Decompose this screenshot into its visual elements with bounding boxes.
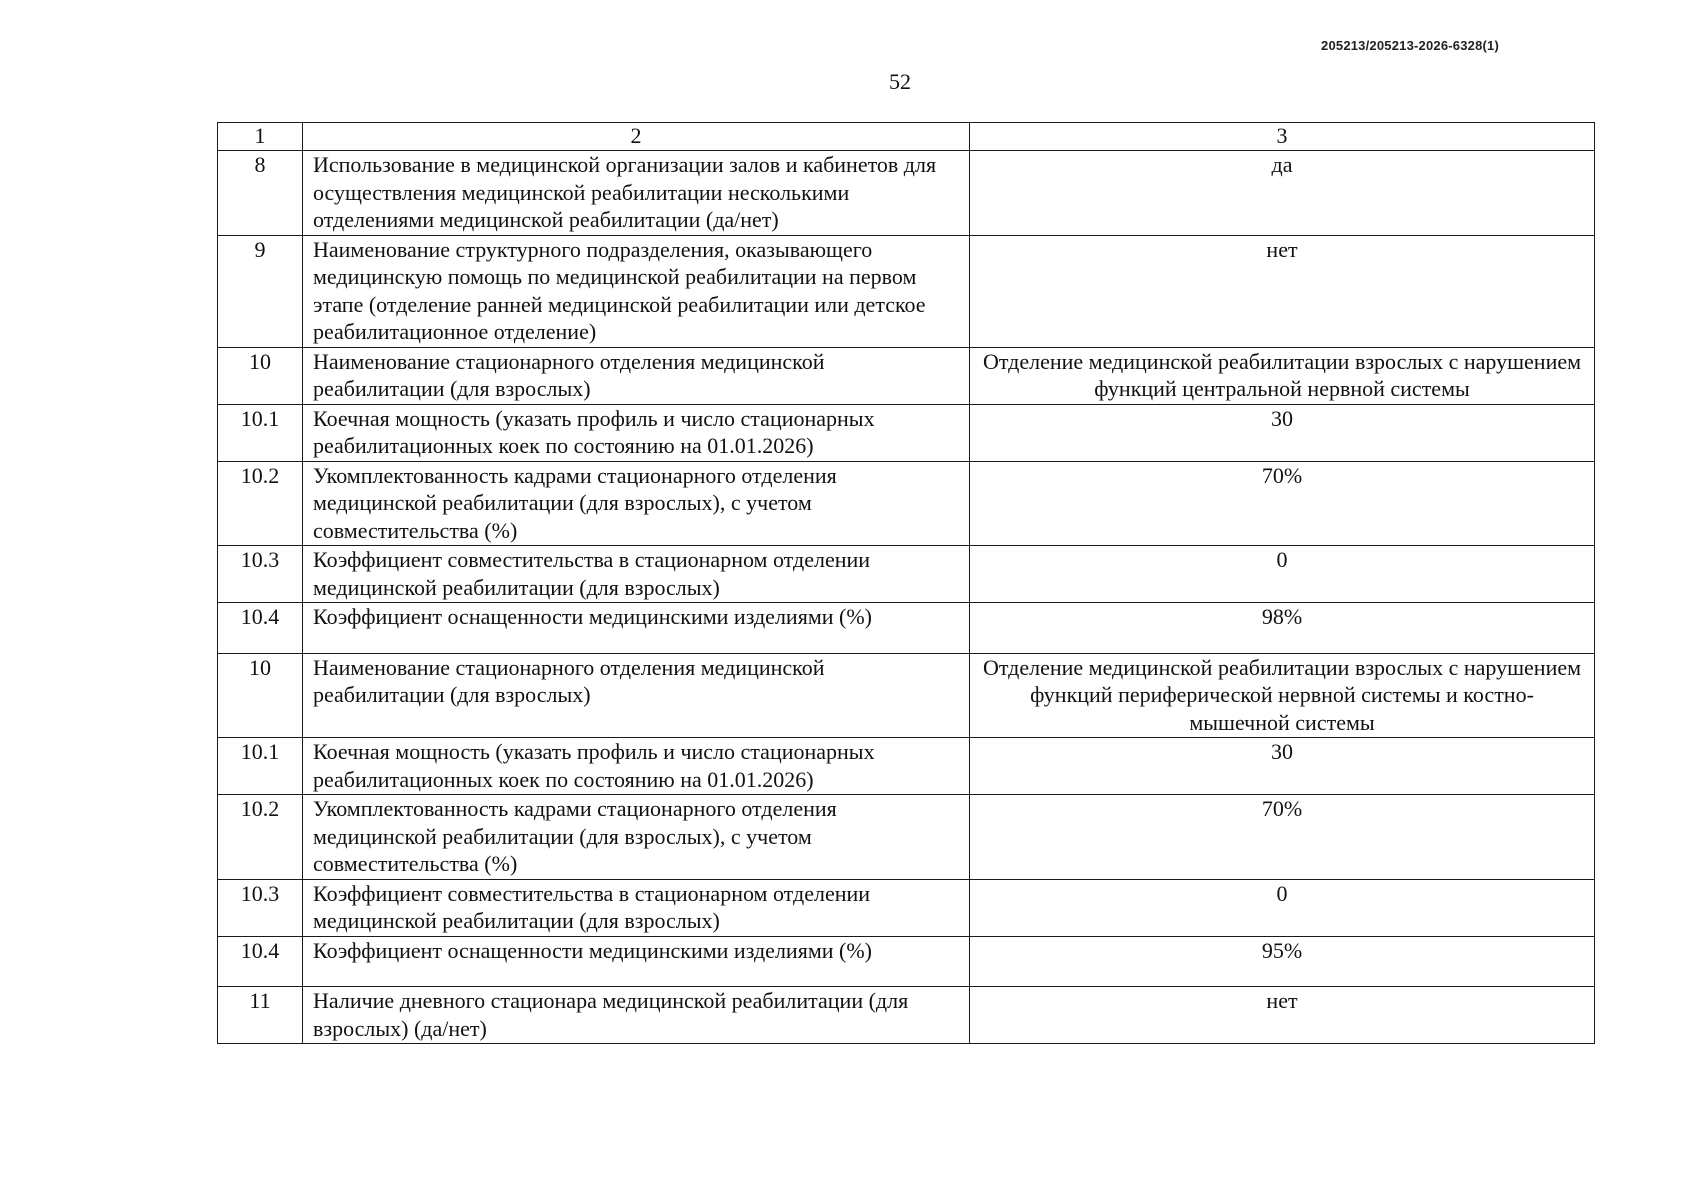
row-description: Укомплектованность кадрами стационарного отделения медицинской реабилитации (для взрослых), с учетом совместительства (%) — [303, 795, 970, 880]
row-number: 10.4 — [218, 603, 303, 654]
row-description: Наименование стационарного отделения медицинской реабилитации (для взрослых) — [303, 653, 970, 738]
column-header-1: 1 — [218, 123, 303, 151]
table-row — [218, 936, 1595, 987]
table-row — [218, 404, 1595, 461]
row-value: нет — [970, 987, 1595, 1044]
table-row — [218, 603, 1595, 654]
row-value: 0 — [970, 879, 1595, 936]
row-number: 9 — [218, 235, 303, 347]
report-table — [217, 122, 1595, 1044]
row-value: да — [970, 151, 1595, 236]
row-description: Укомплектованность кадрами стационарного отделения медицинской реабилитации (для взрослых), с учетом совместительства (%) — [303, 461, 970, 546]
table-row — [218, 347, 1595, 404]
row-description: Коэффициент оснащенности медицинскими изделиями (%) — [303, 603, 970, 654]
row-value: Отделение медицинской реабилитации взрослых с нарушением функций периферической нервной системы и костно-мышечной системы — [970, 653, 1595, 738]
row-number: 10.3 — [218, 879, 303, 936]
row-number: 10.1 — [218, 404, 303, 461]
table-row — [218, 987, 1595, 1044]
row-value: 30 — [970, 738, 1595, 795]
row-value: 70% — [970, 795, 1595, 880]
row-value: 70% — [970, 461, 1595, 546]
row-description: Коечная мощность (указать профиль и число стационарных реабилитационных коек по состоянию на 01.01.2026) — [303, 738, 970, 795]
table-row — [218, 738, 1595, 795]
row-number: 10 — [218, 653, 303, 738]
row-number: 10.3 — [218, 546, 303, 603]
table-row — [218, 461, 1595, 546]
page-number: 52 — [889, 69, 911, 94]
table-header-row — [218, 123, 1595, 151]
row-description: Наименование структурного подразделения, оказывающего медицинскую помощь по медицинской реабилитации на первом этапе (отделение ранней медицинской реабилитации или детское реабилитационное отделение) — [303, 235, 970, 347]
table-row — [218, 653, 1595, 738]
row-description: Коечная мощность (указать профиль и число стационарных реабилитационных коек по состоянию на 01.01.2026) — [303, 404, 970, 461]
row-description: Коэффициент совместительства в стационарном отделении медицинской реабилитации (для взрослых) — [303, 546, 970, 603]
row-description: Наличие дневного стационара медицинской реабилитации (для взрослых) (да/нет) — [303, 987, 970, 1044]
row-description: Коэффициент совместительства в стационарном отделении медицинской реабилитации (для взрослых) — [303, 879, 970, 936]
row-value: 30 — [970, 404, 1595, 461]
row-number: 10 — [218, 347, 303, 404]
row-value: 0 — [970, 546, 1595, 603]
table-row — [218, 879, 1595, 936]
row-number: 8 — [218, 151, 303, 236]
column-header-2: 2 — [303, 123, 970, 151]
row-number: 10.2 — [218, 461, 303, 546]
row-description: Наименование стационарного отделения медицинской реабилитации (для взрослых) — [303, 347, 970, 404]
table-row — [218, 546, 1595, 603]
table-row — [218, 151, 1595, 236]
row-value: 95% — [970, 936, 1595, 987]
table-row — [218, 795, 1595, 880]
row-description: Использование в медицинской организации залов и кабинетов для осуществления медицинской реабилитации несколькими отделениями медицинской реабилитации (да/нет) — [303, 151, 970, 236]
column-header-3: 3 — [970, 123, 1595, 151]
row-number: 11 — [218, 987, 303, 1044]
document-id: 205213/205213-2026-6328(1) — [1321, 38, 1499, 53]
table-row — [218, 235, 1595, 347]
row-value: 98% — [970, 603, 1595, 654]
row-description: Коэффициент оснащенности медицинскими изделиями (%) — [303, 936, 970, 987]
row-value: Отделение медицинской реабилитации взрослых с нарушением функций центральной нервной системы — [970, 347, 1595, 404]
row-number: 10.1 — [218, 738, 303, 795]
row-number: 10.4 — [218, 936, 303, 987]
row-value: нет — [970, 235, 1595, 347]
row-number: 10.2 — [218, 795, 303, 880]
